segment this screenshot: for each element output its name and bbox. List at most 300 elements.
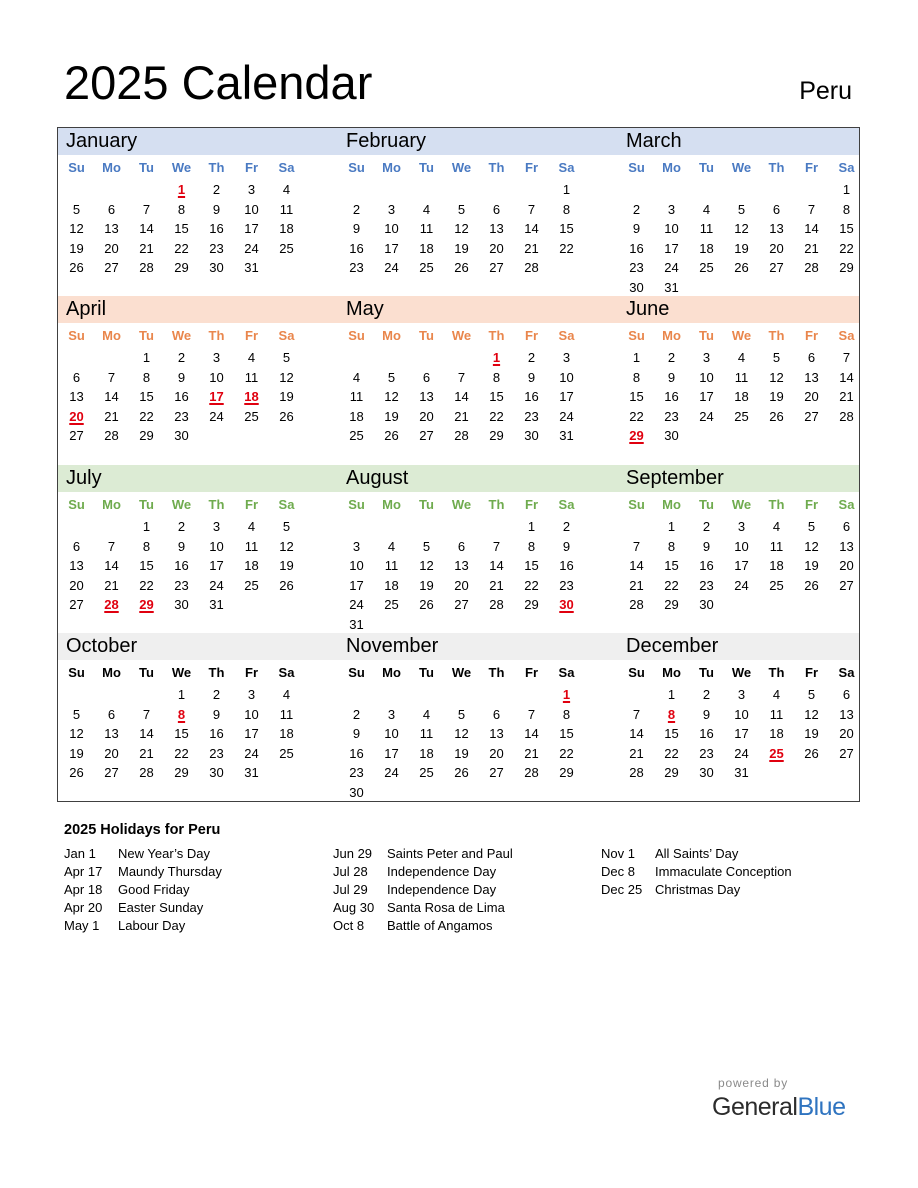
calendar-day: 9 (352, 726, 361, 741)
calendar-day: 9 (667, 369, 676, 385)
calendar-day: 14 (524, 221, 539, 236)
calendar-day: 14 (104, 558, 119, 573)
calendar-day: 24 (244, 745, 259, 761)
calendar-day: 20 (769, 240, 784, 256)
calendar-day: 9 (177, 369, 186, 385)
weekday-su: Su (68, 497, 85, 512)
calendar-day: 3 (247, 687, 256, 702)
calendar-day: 23 (629, 260, 644, 275)
calendar-day: 21 (804, 240, 819, 256)
weekday-tu: Tu (139, 497, 154, 512)
weekday-tu: Tu (419, 497, 434, 512)
calendar-day: 15 (664, 726, 679, 741)
calendar-day: 5 (457, 201, 466, 217)
calendar-day: 6 (842, 519, 851, 534)
calendar-day: 2 (667, 350, 676, 365)
calendar-day: 31 (664, 279, 679, 295)
calendar-day: 21 (629, 745, 644, 761)
weekday-fr: Fr (245, 497, 258, 512)
holiday-date-label: Dec 8 (601, 864, 635, 879)
holiday-date-label: Nov 1 (601, 846, 635, 861)
calendar-day: 13 (419, 389, 434, 404)
calendar-day: 24 (734, 745, 749, 761)
calendar-day: 11 (349, 389, 364, 404)
calendar-day: 18 (349, 408, 364, 424)
weekday-header (338, 663, 583, 683)
weekday-we: We (451, 160, 472, 175)
holiday-name: Christmas Day (655, 882, 741, 897)
calendar-day: 27 (454, 597, 469, 612)
calendar-day: 18 (769, 558, 784, 573)
weekday-fr: Fr (245, 160, 258, 175)
weekday-fr: Fr (245, 665, 258, 680)
calendar-day: 19 (69, 240, 84, 256)
calendar-day: 24 (209, 408, 224, 424)
calendar-day: 12 (419, 558, 434, 573)
weekday-we: We (731, 328, 752, 343)
calendar-day: 25 (244, 577, 259, 593)
calendar-day: 3 (212, 519, 221, 534)
weekday-su: Su (68, 160, 85, 175)
weekday-fr: Fr (805, 665, 818, 680)
calendar-day: 23 (209, 240, 224, 256)
calendar-day: 29 (489, 428, 504, 443)
holiday-date: 8 (177, 706, 186, 722)
weekday-sa: Sa (558, 497, 575, 512)
brand-part-blue: Blue (797, 1093, 846, 1121)
month-name: October (66, 635, 138, 657)
calendar-day: 18 (699, 240, 714, 256)
calendar-day: 7 (107, 538, 116, 554)
weekday-mo: Mo (102, 665, 121, 680)
powered-by-text: powered by (718, 1076, 789, 1090)
weekday-header (338, 495, 583, 515)
calendar-day: 4 (422, 201, 431, 217)
calendar-day: 5 (72, 706, 81, 722)
weekday-we: We (731, 160, 752, 175)
calendar-day: 11 (699, 221, 714, 236)
holidays-title: 2025 Holidays for Peru (64, 822, 221, 838)
month-name: May (346, 298, 384, 320)
calendar-day: 20 (454, 577, 469, 593)
weekday-we: We (731, 665, 752, 680)
calendar-day: 16 (209, 726, 224, 741)
calendar-day: 6 (457, 538, 466, 554)
calendar-day: 26 (804, 577, 819, 593)
calendar-day: 31 (244, 765, 259, 780)
holiday-name: Saints Peter and Paul (387, 846, 513, 861)
calendar-day: 15 (524, 558, 539, 573)
calendar-day: 28 (139, 765, 154, 780)
calendar-day: 19 (769, 389, 784, 404)
calendar-day: 30 (524, 428, 539, 443)
weekday-header (58, 326, 303, 346)
calendar-day: 17 (384, 240, 399, 256)
calendar-day: 29 (174, 260, 189, 275)
calendar-day: 26 (804, 745, 819, 761)
calendar-day: 9 (212, 706, 221, 722)
month-name: March (626, 130, 682, 152)
calendar-day: 16 (699, 726, 714, 741)
calendar-day: 7 (142, 201, 151, 217)
calendar-day: 25 (419, 765, 434, 780)
calendar-day: 25 (419, 260, 434, 275)
weekday-tu: Tu (139, 665, 154, 680)
calendar-day: 14 (454, 389, 469, 404)
calendar-day: 23 (174, 408, 189, 424)
calendar-day: 17 (349, 577, 364, 593)
calendar-day: 2 (352, 706, 361, 722)
calendar-day: 13 (104, 221, 119, 236)
calendar-day: 31 (349, 616, 364, 632)
month-name: July (66, 467, 102, 489)
weekday-sa: Sa (278, 160, 295, 175)
calendar-day: 25 (769, 577, 784, 593)
calendar-day: 4 (247, 350, 256, 365)
calendar-day: 6 (107, 706, 116, 722)
calendar-day: 17 (384, 745, 399, 761)
calendar-day: 3 (247, 182, 256, 197)
calendar-day: 1 (842, 182, 851, 197)
calendar-day: 20 (104, 745, 119, 761)
calendar-day: 13 (454, 558, 469, 573)
month-name: January (66, 130, 138, 152)
calendar-day: 23 (349, 260, 364, 275)
calendar-day: 11 (244, 369, 259, 385)
calendar-day: 17 (734, 726, 749, 741)
calendar-day: 17 (209, 558, 224, 573)
calendar-day: 29 (559, 765, 574, 780)
calendar-day: 9 (352, 221, 361, 236)
calendar-day: 19 (454, 745, 469, 761)
calendar-day: 22 (664, 745, 679, 761)
calendar-day: 21 (139, 745, 154, 761)
holiday-date-label: Jan 1 (64, 846, 96, 861)
month-name: April (66, 298, 107, 320)
calendar-day: 30 (664, 428, 679, 443)
calendar-day: 31 (244, 260, 259, 275)
calendar-day: 16 (664, 389, 679, 404)
weekday-mo: Mo (382, 160, 401, 175)
calendar-day: 19 (384, 408, 399, 424)
weekday-su: Su (628, 497, 645, 512)
holiday-name: Good Friday (118, 882, 190, 897)
calendar-day: 6 (772, 201, 781, 217)
calendar-day: 25 (349, 428, 364, 443)
calendar-day: 26 (69, 765, 84, 780)
calendar-day: 15 (629, 389, 644, 404)
calendar-day: 28 (839, 408, 854, 424)
calendar-day: 9 (702, 706, 711, 722)
calendar-day: 5 (807, 687, 816, 702)
calendar-day: 9 (212, 201, 221, 217)
calendar-day: 17 (699, 389, 714, 404)
calendar-day: 10 (384, 726, 399, 741)
calendar-day: 9 (702, 538, 711, 554)
calendar-day: 5 (772, 350, 781, 365)
calendar-day: 14 (489, 558, 504, 573)
calendar-day: 10 (244, 201, 259, 217)
holiday-date: 30 (559, 597, 574, 612)
weekday-header (618, 158, 863, 178)
calendar-day: 3 (352, 538, 361, 554)
weekday-we: We (731, 497, 752, 512)
calendar-day: 7 (842, 350, 851, 365)
weekday-su: Su (348, 665, 365, 680)
calendar-day: 1 (177, 687, 186, 702)
calendar-day: 10 (699, 369, 714, 385)
weekday-we: We (171, 328, 192, 343)
weekday-th: Th (768, 160, 785, 175)
weekday-tu: Tu (139, 160, 154, 175)
calendar-day: 11 (279, 706, 294, 722)
calendar-day: 29 (174, 765, 189, 780)
calendar-day: 27 (69, 597, 84, 612)
weekday-th: Th (768, 665, 785, 680)
holiday-date-label: Aug 30 (333, 900, 375, 915)
calendar-day: 30 (349, 784, 364, 800)
calendar-day: 17 (244, 221, 259, 236)
holiday-name: Easter Sunday (118, 900, 204, 915)
calendar-day: 19 (454, 240, 469, 256)
calendar-day: 11 (279, 201, 294, 217)
calendar-day: 30 (699, 597, 714, 612)
calendar-day: 21 (139, 240, 154, 256)
calendar-day: 10 (244, 706, 259, 722)
calendar-day: 11 (769, 706, 784, 722)
holiday-date: 18 (244, 389, 259, 404)
calendar-day: 15 (489, 389, 504, 404)
calendar-day: 3 (212, 350, 221, 365)
calendar-day: 2 (702, 687, 711, 702)
calendar-day: 11 (419, 726, 434, 741)
calendar-day: 31 (559, 428, 574, 443)
calendar-day: 19 (69, 745, 84, 761)
calendar-day: 12 (69, 726, 84, 741)
calendar-day: 15 (139, 389, 154, 404)
weekday-header (338, 158, 583, 178)
holiday-date-label: Jul 29 (333, 882, 368, 897)
calendar-day: 17 (244, 726, 259, 741)
holiday-name: All Saints’ Day (655, 846, 739, 861)
calendar-day: 20 (69, 577, 84, 593)
calendar-day: 14 (139, 221, 154, 236)
calendar-day: 15 (839, 221, 854, 236)
calendar-day: 23 (664, 408, 679, 424)
calendar-day: 7 (527, 706, 536, 722)
calendar-day: 1 (667, 687, 676, 702)
calendar-day: 21 (489, 577, 504, 593)
weekday-fr: Fr (525, 665, 538, 680)
calendar-day: 8 (492, 369, 501, 385)
calendar-day: 3 (387, 201, 396, 217)
calendar-day: 8 (842, 201, 851, 217)
holiday-date-label: Apr 20 (64, 900, 103, 915)
weekday-sa: Sa (558, 160, 575, 175)
calendar-day: 6 (107, 201, 116, 217)
calendar-day: 25 (279, 240, 294, 256)
weekday-header (58, 495, 303, 515)
weekday-fr: Fr (525, 497, 538, 512)
holiday-name: Independence Day (387, 864, 497, 879)
calendar-day: 26 (279, 577, 294, 593)
calendar-day: 8 (142, 369, 151, 385)
weekday-sa: Sa (278, 328, 295, 343)
page-title: 2025 Calendar (64, 56, 373, 109)
calendar-day: 5 (72, 201, 81, 217)
weekday-tu: Tu (699, 665, 714, 680)
calendar-day: 26 (419, 597, 434, 612)
weekday-th: Th (488, 160, 505, 175)
calendar-day: 16 (209, 221, 224, 236)
calendar-day: 25 (384, 597, 399, 612)
calendar-day: 7 (142, 706, 151, 722)
calendar-day: 27 (69, 428, 84, 443)
holiday-date: 17 (209, 389, 224, 404)
weekday-sa: Sa (558, 328, 575, 343)
calendar-day: 26 (734, 260, 749, 275)
month-name: November (346, 635, 439, 657)
calendar-day: 23 (524, 408, 539, 424)
calendar-day: 14 (524, 726, 539, 741)
weekday-sa: Sa (278, 497, 295, 512)
calendar-day: 29 (524, 597, 539, 612)
calendar-day: 7 (527, 201, 536, 217)
calendar-day: 10 (349, 558, 364, 573)
weekday-fr: Fr (805, 328, 818, 343)
calendar-day: 4 (772, 687, 781, 702)
weekday-su: Su (348, 328, 365, 343)
weekday-mo: Mo (102, 160, 121, 175)
weekday-th: Th (208, 328, 225, 343)
calendar-day: 10 (664, 221, 679, 236)
calendar-day: 14 (104, 389, 119, 404)
weekday-sa: Sa (558, 665, 575, 680)
calendar-day: 27 (489, 765, 504, 780)
calendar-day: 22 (559, 745, 574, 761)
calendar-day: 14 (139, 726, 154, 741)
calendar-day: 10 (734, 538, 749, 554)
weekday-tu: Tu (419, 160, 434, 175)
calendar-day: 18 (419, 745, 434, 761)
calendar-day: 13 (69, 558, 84, 573)
calendar-day: 24 (384, 765, 399, 780)
calendar-day: 22 (174, 240, 189, 256)
calendar-day: 20 (489, 745, 504, 761)
month-name: September (626, 467, 724, 489)
calendar-day: 14 (629, 558, 644, 573)
calendar-day: 13 (839, 706, 854, 722)
calendar-day: 13 (839, 538, 854, 554)
calendar-day: 4 (737, 350, 746, 365)
calendar-day: 13 (104, 726, 119, 741)
calendar-day: 18 (384, 577, 399, 593)
holiday-date-label: Apr 18 (64, 882, 103, 897)
calendar-day: 22 (839, 240, 854, 256)
holiday-name: Santa Rosa de Lima (387, 900, 505, 915)
calendar-day: 3 (562, 350, 571, 365)
calendar-day: 12 (384, 389, 399, 404)
weekday-th: Th (488, 665, 505, 680)
month-name: December (626, 635, 719, 657)
calendar-day: 7 (107, 369, 116, 385)
holiday-name: New Year’s Day (118, 846, 211, 861)
calendar-day: 15 (139, 558, 154, 573)
calendar-day: 3 (667, 201, 676, 217)
calendar-day: 26 (279, 408, 294, 424)
calendar-day: 13 (804, 369, 819, 385)
calendar-day: 28 (104, 428, 119, 443)
calendar-day: 2 (212, 687, 221, 702)
calendar-day: 2 (562, 519, 571, 534)
calendar-day: 20 (839, 726, 854, 741)
calendar-day: 15 (664, 558, 679, 573)
calendar-day: 2 (702, 519, 711, 534)
holiday-date: 1 (562, 687, 571, 702)
generalblue-logo[interactable] (712, 1092, 846, 1122)
calendar-day: 10 (734, 706, 749, 722)
calendar-day: 24 (734, 577, 749, 593)
calendar-day: 24 (384, 260, 399, 275)
weekday-header (58, 663, 303, 683)
calendar-day: 11 (384, 558, 399, 573)
weekday-fr: Fr (525, 328, 538, 343)
calendar-day: 29 (839, 260, 854, 275)
calendar-day: 1 (142, 350, 151, 365)
holiday-date-label: Dec 25 (601, 882, 643, 897)
weekday-mo: Mo (662, 665, 681, 680)
holiday-date-label: Apr 17 (64, 864, 103, 879)
weekday-su: Su (68, 665, 85, 680)
brand-part-general: General (712, 1093, 798, 1121)
calendar-day: 30 (209, 260, 224, 275)
holiday-date: 1 (492, 350, 501, 365)
holiday-date: 29 (139, 597, 154, 612)
holiday-name: Immaculate Conception (655, 864, 792, 879)
weekday-tu: Tu (419, 328, 434, 343)
calendar-day: 30 (174, 428, 189, 443)
calendar-day: 24 (244, 240, 259, 256)
calendar-day: 12 (69, 221, 84, 236)
calendar-day: 28 (629, 597, 644, 612)
weekday-mo: Mo (102, 497, 121, 512)
calendar-day: 15 (559, 221, 574, 236)
calendar-day: 8 (667, 538, 676, 554)
calendar-day: 6 (842, 687, 851, 702)
calendar-day: 20 (419, 408, 434, 424)
weekday-th: Th (488, 497, 505, 512)
calendar-day: 10 (209, 369, 224, 385)
calendar-day: 9 (632, 221, 641, 236)
calendar-day: 5 (457, 706, 466, 722)
calendar-day: 29 (139, 428, 154, 443)
calendar-day: 22 (524, 577, 539, 593)
weekday-fr: Fr (805, 160, 818, 175)
calendar-day: 20 (839, 558, 854, 573)
weekday-fr: Fr (525, 160, 538, 175)
weekday-tu: Tu (139, 328, 154, 343)
weekday-tu: Tu (699, 497, 714, 512)
calendar-day: 15 (174, 221, 189, 236)
calendar-day: 1 (632, 350, 641, 365)
calendar-day: 26 (384, 428, 399, 443)
calendar-day: 8 (142, 538, 151, 554)
holiday-date: 1 (177, 182, 186, 197)
calendar-day: 7 (457, 369, 466, 385)
holiday-name: Maundy Thursday (118, 864, 222, 879)
calendar-day: 24 (699, 408, 714, 424)
calendar-day: 1 (142, 519, 151, 534)
